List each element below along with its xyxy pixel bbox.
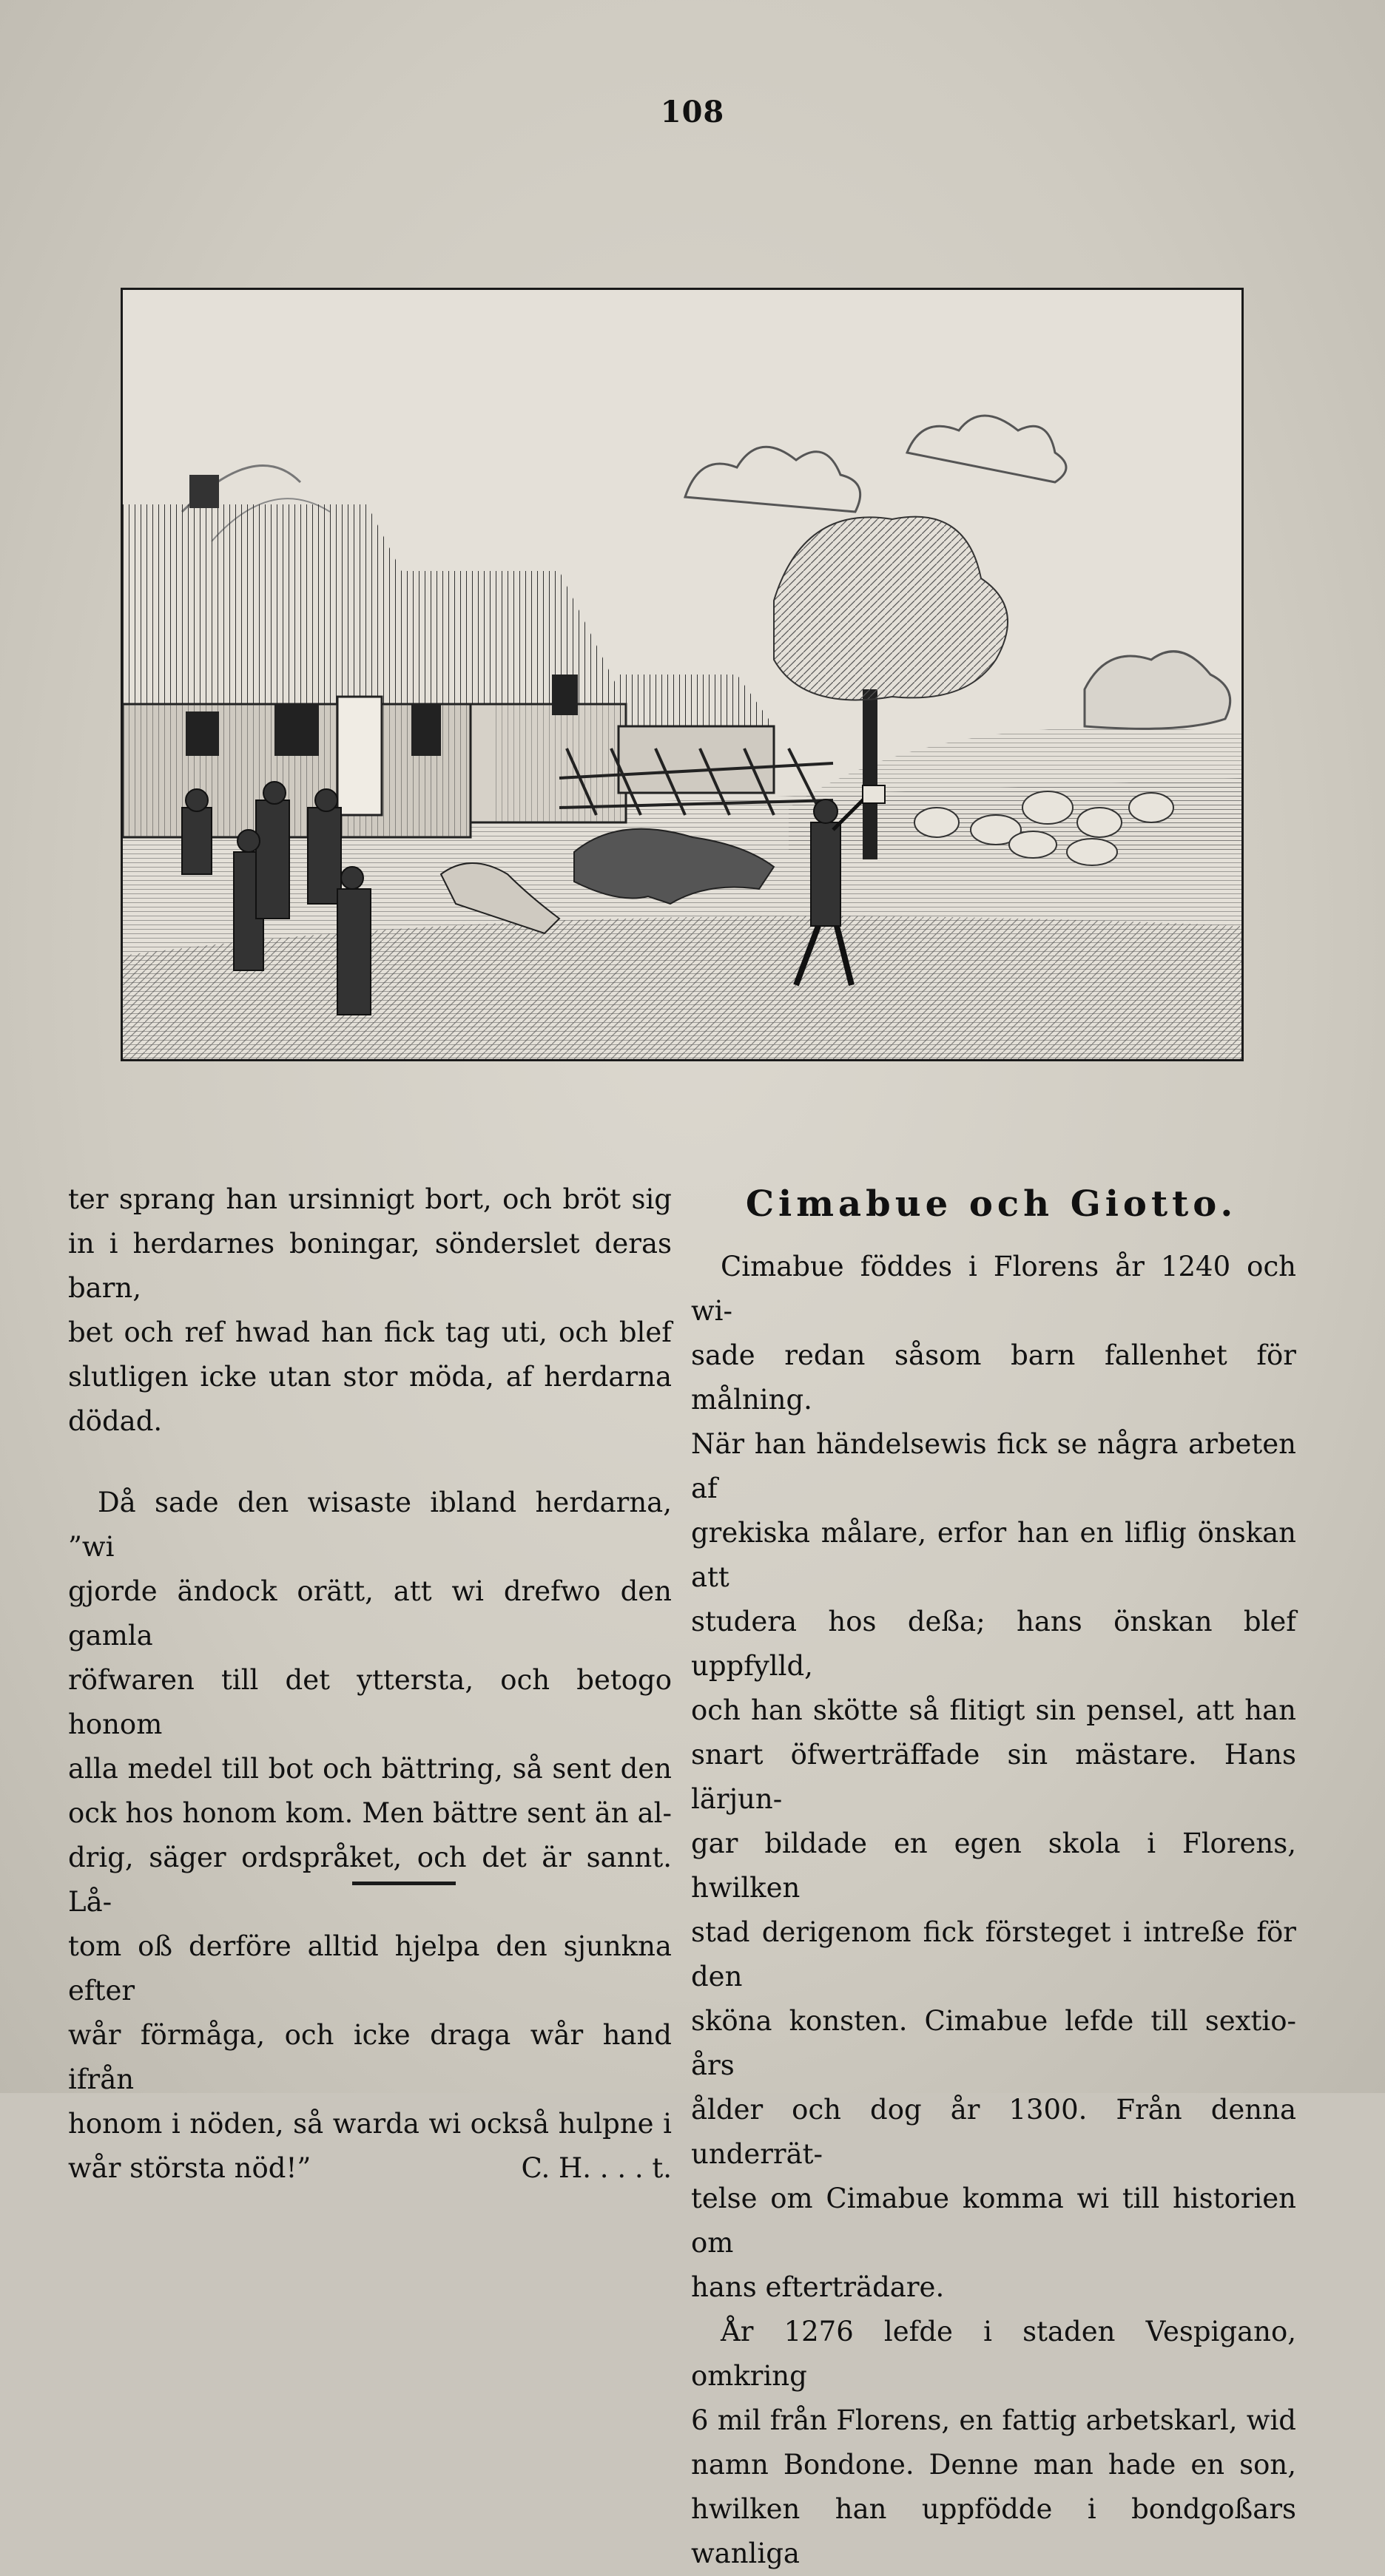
right-paragraph-2	[691, 2310, 1296, 2576]
page-number: 108	[660, 95, 725, 129]
text-line: honom i nöden, så warda wi också hulpne i	[68, 2108, 672, 2140]
text-line: hwilken han uppfödde i bondgoßars wanliga	[691, 2493, 1296, 2569]
text-line: drig, säger ordspråket, och det är sannt. Lå-	[68, 1842, 672, 1918]
text-line: ter sprang han ursinnigt bort, och bröt sig	[68, 1183, 672, 1215]
text-line: Cimabue föddes i Florens år 1240 och wi-	[691, 1251, 1296, 1327]
text-line: sade redan såsom barn fallenhet för målning.	[691, 1339, 1296, 1416]
village-wolf-scene-icon	[123, 290, 1241, 1059]
text-line: tom oß derföre alltid hjelpa den sjunkna efter	[68, 1930, 672, 2007]
left-column-text	[68, 1177, 672, 2191]
text-line: Då sade den wisaste ibland herdarna, ”wi	[68, 1487, 672, 1563]
text-line: ock hos honom kom. Men bättre sent än al-	[68, 1797, 672, 1829]
text-line: stad derigenom fick försteget i intreße för den	[691, 1916, 1296, 1992]
text-line: gar bildade en egen skola i Florens, hwilken	[691, 1828, 1296, 1904]
text-line: slutligen icke utan stor möda, af herdarna dödad.	[68, 1361, 672, 1437]
text-line: och han skötte så flitigt sin pensel, att han	[691, 1694, 1296, 1726]
text-line: snart öfwerträffade sin mästare. Hans lärjun-	[691, 1739, 1296, 1815]
right-column-text	[691, 1245, 1296, 2576]
article-heading: Cimabue och Giotto.	[745, 1183, 1238, 1225]
text-line: alla medel till bot och bättring, så sent den	[68, 1753, 672, 1785]
text-line: gjorde ändock orätt, att wi drefwo den gamla	[68, 1575, 672, 1652]
woodcut-illustration	[121, 288, 1244, 1061]
author-signature: C. H. . . . t.	[521, 2152, 672, 2184]
text-line: telse om Cimabue komma wi till historien om	[691, 2183, 1296, 2259]
text-line: bet och ref hwad han fick tag uti, och blef	[68, 1316, 672, 1348]
closing-line	[68, 2146, 672, 2191]
text-line: namn Bondone. Denne man hade en son,	[691, 2449, 1296, 2481]
text-line: När han händelsewis fick se några arbeten af	[691, 1428, 1296, 1504]
text-line: År 1276 lefde i staden Vespigano, omkring	[691, 2316, 1296, 2392]
left-paragraph-2	[68, 1481, 672, 2191]
right-paragraph-1	[691, 1245, 1296, 2310]
text-line: hans efterträdare.	[691, 2271, 945, 2303]
text-line: 6 mil från Florens, en fattig arbetskarl, wid	[691, 2404, 1296, 2436]
left-paragraph-1	[68, 1177, 672, 1444]
text-line: sköna konsten. Cimabue lefde till sextio-års	[691, 2005, 1296, 2081]
closing-text: wår största nöd!”	[68, 2152, 311, 2184]
text-line: ålder och dog år 1300. Från denna underrät-	[691, 2094, 1296, 2170]
text-line: grekiska målare, erfor han en liflig önskan att	[691, 1517, 1296, 1593]
section-divider	[352, 1882, 456, 1885]
text-line: wår förmåga, och icke draga wår hand ifrån	[68, 2019, 672, 2095]
text-line: röfwaren till det yttersta, och betogo honom	[68, 1664, 672, 1740]
text-line: in i herdarnes boningar, sönderslet deras barn,	[68, 1228, 672, 1304]
text-line: studera hos deßa; hans önskan blef uppfylld,	[691, 1606, 1296, 1682]
